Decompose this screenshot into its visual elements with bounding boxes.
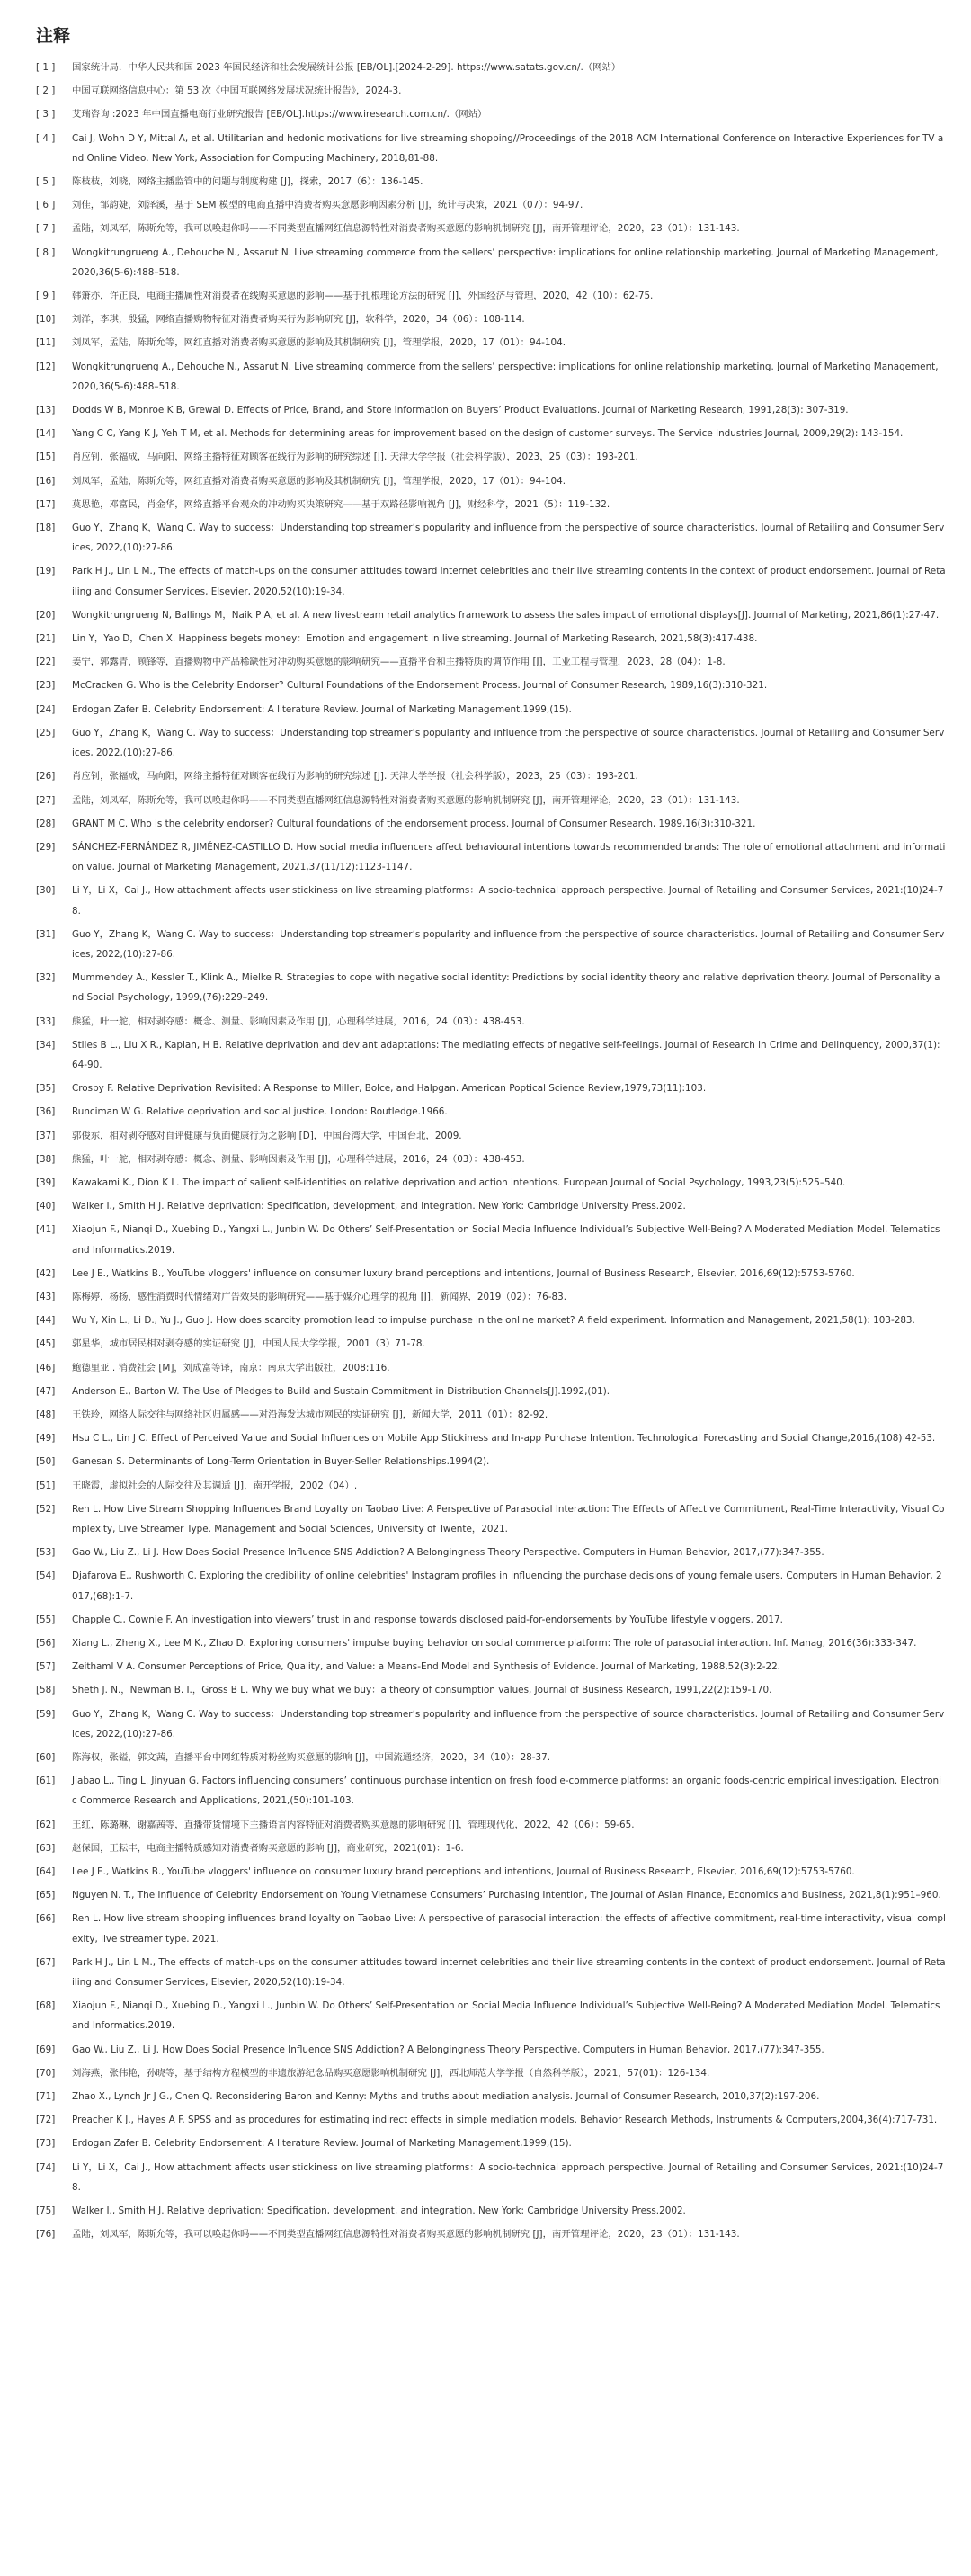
reference-text: Walker I., Smith H J. Relative deprivation: Specification, development, and integration. New York: Cambridge University Press.2002. xyxy=(72,1201,686,1212)
reference-text: Li Y，Li X，Cai J., How attachment affects user stickiness on live streaming platforms：A socio-technical approach perspective. Journal of Retailing and Consumer Services, 2021:(10)24-78. xyxy=(72,885,944,917)
reference-number: [40] xyxy=(36,1201,56,1212)
reference-item xyxy=(36,629,946,648)
reference-item xyxy=(36,243,946,282)
reference-item xyxy=(36,1220,946,1259)
reference-text: Lee J E., Watkins B., YouTube vloggers' influence on consumer luxury brand perceptions and intentions, Journal of Business Research, Elsevier, 2016,69(12):5753-5760. xyxy=(72,1267,855,1279)
reference-number: [64] xyxy=(36,1866,56,1878)
reference-text: Wu Y, Xin L., Li D., Yu J., Guo J. How does scarcity promotion lead to impulse purchase in the online market? A field experiment. Information and Management, 2021,58(1): 103-283. xyxy=(72,1315,915,1327)
reference-number: [21] xyxy=(36,633,56,645)
reference-text: Li Y，Li X，Cai J., How attachment affects user stickiness on live streaming platforms：A socio-technical approach perspective. Journal of Retailing and Consumer Services, 2021:(10)24-78. xyxy=(72,2161,944,2193)
reference-number: [58] xyxy=(36,1685,56,1696)
reference-text: Anderson E., Barton W. The Use of Pledges to Build and Sustain Commitment in Distribution Channels[J].1992,(01). xyxy=(72,1385,610,1397)
reference-text: Preacher K J., Hayes A F. SPSS and as procedures for estimating indirect effects in simple mediation models. Behavior Research Methods, Instruments & Computers,2004,36(4):717-731. xyxy=(72,2115,938,2126)
reference-text: Xiaojun F., Nianqi D., Xuebing D., Yangxi L., Junbin W. Do Others’ Self-Presentation on Social Media Influence Individual’s Subjective Well-Being? A Moderated Mediation Model. Telematics and Informatics.2019. xyxy=(72,2000,940,2032)
reference-number: [52] xyxy=(36,1503,56,1515)
reference-item xyxy=(36,495,946,514)
reference-number: [43] xyxy=(36,1291,56,1302)
reference-item xyxy=(36,58,946,77)
reference-text: Erdogan Zafer B. Celebrity Endorsement: A literature Review. Journal of Marketing Management,1999,(15). xyxy=(72,703,572,715)
reference-item xyxy=(36,652,946,672)
reference-item xyxy=(36,1149,946,1169)
reference-item xyxy=(36,104,946,124)
reference-text: Walker I., Smith H J. Relative deprivation: Specification, development, and integration. New York: Cambridge University Press.2002. xyxy=(72,2205,686,2217)
reference-number: [61] xyxy=(36,1775,56,1787)
reference-number: [ 4 ] xyxy=(36,132,56,144)
reference-number: [31] xyxy=(36,928,56,940)
reference-text: 熊猛，叶一舵，相对剥夺感：概念、测量、影响因素及作用 [J]，心理科学进展，2016，24（03）：438-453. xyxy=(72,1015,525,1027)
reference-number: [62] xyxy=(36,1819,56,1830)
reference-item xyxy=(36,1173,946,1193)
reference-text: 孟陆，刘凤军，陈斯允等，我可以唤起你吗——不同类型直播网红信息源特性对消费者购买意愿的影响机制研究 [J]，南开管理评论，2020，23（01）：131-143. xyxy=(72,794,740,806)
reference-number: [ 8 ] xyxy=(36,246,56,258)
reference-item xyxy=(36,447,946,467)
reference-number: [46] xyxy=(36,1362,56,1373)
reference-text: Mummendey A., Kessler T., Klink A., Mielke R. Strategies to cope with negative social identity: Predictions by social identity theory and relative deprivation theory. Journal of Personality and Social Psychology, 1999,(76):229–249. xyxy=(72,972,940,1004)
reference-number: [57] xyxy=(36,1661,56,1673)
reference-text: 姜宁，郭露青，顾锋等，直播购物中产品稀缺性对冲动购买意愿的影响研究——直播平台和主播特质的调节作用 [J]，工业工程与管理，2023，28（04）：1-8. xyxy=(72,657,726,668)
reference-number: [39] xyxy=(36,1176,56,1188)
reference-number: [50] xyxy=(36,1456,56,1468)
reference-text: 王晓霞，虚拟社会的人际交往及其调适 [J]，南开学报，2002（04）. xyxy=(72,1480,358,1491)
reference-item xyxy=(36,1862,946,1882)
reference-number: [71] xyxy=(36,2091,56,2103)
reference-number: [69] xyxy=(36,2044,56,2055)
reference-number: [25] xyxy=(36,727,56,738)
reference-number: [16] xyxy=(36,475,56,487)
reference-item xyxy=(36,881,946,920)
reference-number: [ 5 ] xyxy=(36,176,56,188)
reference-number: [72] xyxy=(36,2115,56,2126)
reference-text: Lin Y，Yao D，Chen X. Happiness begets money：Emotion and engagement in live streaming. Journal of Marketing Research, 2021,58(3):417-438. xyxy=(72,633,758,645)
reference-item xyxy=(36,471,946,491)
reference-item xyxy=(36,1543,946,1562)
reference-text: Wongkitrungrueng A., Dehouche N., Assarut N. Live streaming commerce from the sellers’ perspective: implications for online relationship marketing. Journal of Marketing Management, 2020,36(5-6):488–518. xyxy=(72,361,939,392)
reference-number: [48] xyxy=(36,1409,56,1420)
reference-item xyxy=(36,1633,946,1653)
reference-item xyxy=(36,1012,946,1032)
reference-text: 刘凤军，孟陆，陈斯允等，网红直播对消费者购买意愿的影响及其机制研究 [J]，管理学报，2020，17（01）：94-104. xyxy=(72,475,566,487)
reference-text: 孟陆，刘凤军，陈斯允等，我可以唤起你吗——不同类型直播网红信息源特性对消费者购买意愿的影响机制研究 [J]，南开管理评论，2020，23（01）：131-143. xyxy=(72,223,740,235)
reference-text: Crosby F. Relative Deprivation Revisited: A Response to Miller, Bolce, and Halpgan. American Poptical Science Review,1979,73(11):103. xyxy=(72,1083,707,1095)
reference-text: 王红，陈璐琳，谢嘉茜等，直播带货情境下主播语言内容特征对消费者购买意愿的影响研究 [J]，管理现代化，2022，42（06）：59-65. xyxy=(72,1819,635,1830)
reference-text: 王铁玲，网络人际交往与网络社区归属感——对沿海发达城市网民的实证研究 [J]，新闻大学，2011（01）：82-92. xyxy=(72,1409,548,1420)
reference-text: Xiaojun F., Nianqi D., Xuebing D., Yangxi L., Junbin W. Do Others’ Self-Presentation on Social Media Influence Individual’s Subjective Well-Being? A Moderated Mediation Model. Telematics and Informatics.2019. xyxy=(72,1224,940,1256)
reference-number: [17] xyxy=(36,498,56,510)
reference-item xyxy=(36,1680,946,1700)
reference-item xyxy=(36,81,946,101)
reference-text: Stiles B L., Liu X R., Kaplan, H B. Relative deprivation and deviant adaptations: The mediating effects of negative self-feelings. Journal of Research in Crime and Delinquency, 2000,37(1):64-90. xyxy=(72,1039,940,1070)
reference-item xyxy=(36,400,946,420)
reference-text: Dodds W B, Monroe K B, Grewal D. Effects of Price, Brand, and Store Information on Buyers’ Product Evaluations. Journal of Marketing Research, 1991,28(3): 307-319. xyxy=(72,405,849,416)
reference-item xyxy=(36,2158,946,2197)
reference-number: [67] xyxy=(36,1956,56,1968)
reference-item xyxy=(36,1909,946,1948)
reference-text: 国家统计局．中华人民共和国 2023 年国民经济和社会发展统计公报 [EB/OL].[2024-2-29]. https://www.satats.gov.cn/.（网站） xyxy=(72,62,621,73)
reference-item xyxy=(36,309,946,329)
reference-number: [55] xyxy=(36,1614,56,1625)
reference-text: 肖应钊，张福成，马向阳，网络主播特征对顾客在线行为影响的研究综述 [J]. 天津大学学报（社会科学版），2023，25（03）：193-201. xyxy=(72,771,638,783)
reference-text: Zeithaml V A. Consumer Perceptions of Price, Quality, and Value: a Means-End Model and Synthesis of Evidence. Journal of Marketing, 1988,52(3):2-22. xyxy=(72,1661,780,1673)
reference-number: [23] xyxy=(36,680,56,692)
reference-number: [75] xyxy=(36,2205,56,2217)
reference-number: [68] xyxy=(36,2000,56,2012)
reference-text: 刘海燕，张伟艳，孙晓等，基于结构方程模型的非遗旅游纪念品购买意愿影响机制研究 [J]，西北师范大学学报（自然科学版），2021，57(01)：126-134. xyxy=(72,2067,710,2079)
reference-number: [26] xyxy=(36,771,56,783)
reference-item xyxy=(36,1815,946,1835)
reference-text: Nguyen N. T., The Influence of Celebrity Endorsement on Young Vietnamese Consumers’ Purchasing Intention, The Journal of Asian Finance, Economics and Business, 2021,8(1):951–960. xyxy=(72,1890,941,1901)
reference-item xyxy=(36,2224,946,2244)
reference-item xyxy=(36,195,946,215)
reference-number: [32] xyxy=(36,972,56,984)
reference-number: [15] xyxy=(36,452,56,463)
reference-item xyxy=(36,2040,946,2060)
reference-number: [35] xyxy=(36,1083,56,1095)
reference-number: [60] xyxy=(36,1752,56,1764)
reference-text: Guo Y，Zhang K，Wang C. Way to success：Understanding top streamer’s popularity and influence from the perspective of source characteristics. Journal of Retailing and Consumer Services, 2022,(10):27-86. xyxy=(72,1708,945,1740)
reference-number: [ 9 ] xyxy=(36,291,56,302)
reference-text: 陈枝枝，刘晓，网络主播监管中的问题与制度构建 [J]，探索，2017（6）：136-145. xyxy=(72,176,423,188)
reference-text: 刘洋，李琪，殷猛，网络直播购物特征对消费者购买行为影响研究 [J]，软科学，2020，34（06）：108-114. xyxy=(72,314,525,326)
reference-item xyxy=(36,561,946,601)
reference-item xyxy=(36,1035,946,1075)
reference-item xyxy=(36,172,946,192)
reference-number: [29] xyxy=(36,841,56,853)
reference-text: Djafarova E., Rushworth C. Exploring the credibility of online celebrities' Instagram profiles in influencing the purchase decisions of young female users. Computers in Human Behavior, 2017,(68):1-7. xyxy=(72,1570,942,1602)
reference-item xyxy=(36,1748,946,1767)
reference-item xyxy=(36,1566,946,1606)
reference-item xyxy=(36,1078,946,1098)
reference-item xyxy=(36,968,946,1007)
reference-text: Jiabao L., Ting L. Jinyuan G. Factors influencing consumers’ continuous purchase intention on fresh food e-commerce platforms: an organic foods-centric empirical investigation. Electronic Commerce Research and Applications, 2021,(50):101-103. xyxy=(72,1775,942,1807)
reference-item xyxy=(36,129,946,168)
reference-text: 刘佳，邹韵婕，刘泽溪，基于 SEM 模型的电商直播中消费者购买意愿影响因素分析 [J]，统计与决策，2021（07）：94-97. xyxy=(72,200,583,211)
reference-item xyxy=(36,1102,946,1122)
reference-item xyxy=(36,1126,946,1146)
reference-text: Guo Y，Zhang K，Wang C. Way to success：Understanding top streamer’s popularity and influence from the perspective of source characteristics. Journal of Retailing and Consumer Services, 2022,(10):27-86. xyxy=(72,523,945,554)
reference-text: Zhao X., Lynch Jr J G., Chen Q. Reconsidering Baron and Kenny: Myths and truths about mediation analysis. Journal of Consumer Research, 2010,37(2):197-206. xyxy=(72,2091,820,2103)
reference-number: [44] xyxy=(36,1315,56,1327)
reference-item xyxy=(36,1953,946,1992)
reference-text: Gao W., Liu Z., Li J. How Does Social Presence Influence SNS Addiction? A Belongingness Theory Perspective. Computers in Human Behavior, 2017,(77):347-355. xyxy=(72,1547,824,1559)
reference-number: [18] xyxy=(36,523,56,534)
reference-text: Park H J., Lin L M., The effects of match-ups on the consumer attitudes toward internet celebrities and their live streaming contents in the context of product endorsement. Journal of Retailing and Consumer Services, Elsevier, 2020,52(10):19-34. xyxy=(72,1956,946,1989)
reference-item xyxy=(36,2087,946,2106)
reference-item xyxy=(36,2110,946,2130)
reference-number: [12] xyxy=(36,361,56,372)
reference-number: [ 7 ] xyxy=(36,223,56,235)
reference-number: [28] xyxy=(36,818,56,829)
reference-item xyxy=(36,1334,946,1354)
reference-item xyxy=(36,1996,946,2035)
reference-item xyxy=(36,424,946,443)
reference-text: 赵保国，王耘丰，电商主播特质感知对消费者购买意愿的影响 [J]，商业研究，2021(01)：1-6. xyxy=(72,1842,464,1854)
reference-text: Guo Y，Zhang K，Wang C. Way to success：Understanding top streamer’s popularity and influence from the perspective of source characteristics. Journal of Retailing and Consumer Services, 2022,(10):27-86. xyxy=(72,727,945,759)
reference-item xyxy=(36,605,946,625)
reference-text: 肖应钊，张福成，马向阳，网络主播特征对顾客在线行为影响的研究综述 [J]. 天津大学学报（社会科学版），2023，25（03）：193-201. xyxy=(72,452,638,463)
reference-item xyxy=(36,1405,946,1425)
reference-number: [70] xyxy=(36,2067,56,2079)
reference-text: McCracken G. Who is the Celebrity Endorser? Cultural Foundations of the Endorsement Process. Journal of Consumer Research, 1989,16(3):310-321. xyxy=(72,680,768,692)
reference-number: [59] xyxy=(36,1708,56,1720)
reference-text: Lee J E., Watkins B., YouTube vloggers' influence on consumer luxury brand perceptions and intentions, Journal of Business Research, Elsevier, 2016,69(12):5753-5760. xyxy=(72,1866,855,1878)
reference-text: Yang C C, Yang K J, Yeh T M, et al. Methods for determining areas for improvement based on the design of customer surveys. The Service Industries Journal, 2009,29(2): 143-154. xyxy=(72,428,904,440)
reference-item xyxy=(36,1771,946,1811)
reference-number: [63] xyxy=(36,1842,56,1854)
reference-item xyxy=(36,2133,946,2153)
reference-number: [41] xyxy=(36,1224,56,1236)
reference-item xyxy=(36,1838,946,1858)
reference-number: [ 2 ] xyxy=(36,85,56,97)
reference-number: [19] xyxy=(36,566,56,577)
reference-text: Ren L. How live stream shopping influences brand loyalty on Taobao Live: A perspective of parasocial interaction: the effects of affective commitment, real-time interactivity, visual complexity, live streamer type. 2021. xyxy=(72,1913,946,1945)
reference-item xyxy=(36,357,946,397)
reference-text: 陈海权，张镒，郭文茜，直播平台中网红特质对粉丝购买意愿的影响 [J]，中国流通经济，2020，34（10）：28-37. xyxy=(72,1752,551,1764)
reference-item xyxy=(36,219,946,238)
reference-text: 熊猛，叶一舵，相对剥夺感：概念、测量、影响因素及作用 [J]，心理科学进展，2016，24（03）：438-453. xyxy=(72,1153,525,1165)
reference-item xyxy=(36,1657,946,1677)
reference-text: 艾瑞咨询 :2023 年中国直播电商行业研究报告 [EB/OL].https://www.iresearch.com.cn/.（网站） xyxy=(72,109,487,121)
reference-number: [66] xyxy=(36,1913,56,1925)
reference-list xyxy=(36,58,946,2245)
reference-text: Runciman W G. Relative deprivation and social justice. London: Routledge.1966. xyxy=(72,1106,448,1118)
reference-text: 郭星华，城市居民相对剥夺感的实证研究 [J]，中国人民大学学报，2001（3）71-78. xyxy=(72,1338,425,1350)
reference-item xyxy=(36,1264,946,1284)
reference-item xyxy=(36,1287,946,1307)
reference-text: SÁNCHEZ-FERNÁNDEZ R, JIMÉNEZ-CASTILLO D. How social media influencers affect behavioural intentions towards recommended brands: The role of emotional attachment and information value. Journal of Marketing Management, 2021,37(11/12):1123-1147. xyxy=(72,841,946,873)
reference-text: Kawakami K., Dion K L. The impact of salient self-identities on relative deprivation and action intentions. European Journal of Social Psychology, 1993,23(5):525–540. xyxy=(72,1176,846,1188)
reference-number: [22] xyxy=(36,657,56,668)
reference-text: Erdogan Zafer B. Celebrity Endorsement: A literature Review. Journal of Marketing Management,1999,(15). xyxy=(72,2138,572,2150)
reference-number: [37] xyxy=(36,1130,56,1141)
reference-number: [ 1 ] xyxy=(36,62,56,73)
reference-number: [38] xyxy=(36,1153,56,1165)
reference-number: [51] xyxy=(36,1480,56,1491)
reference-item xyxy=(36,675,946,695)
reference-text: 中国互联网络信息中心：第 53 次《中国互联网络发展状况统计报告》，2024-3. xyxy=(72,85,402,97)
reference-number: [33] xyxy=(36,1015,56,1027)
reference-item xyxy=(36,925,946,964)
reference-text: GRANT M C. Who is the celebrity endorser? Cultural foundations of the endorsement process. Journal of Consumer Research, 1989,16(3):310-321. xyxy=(72,818,756,829)
reference-number: [73] xyxy=(36,2138,56,2150)
reference-text: 刘凤军，孟陆，陈斯允等，网红直播对消费者购买意愿的影响及其机制研究 [J]，管理学报，2020，17（01）：94-104. xyxy=(72,337,566,349)
reference-item xyxy=(36,700,946,720)
reference-item xyxy=(36,1610,946,1630)
reference-text: Ganesan S. Determinants of Long-Term Orientation in Buyer-Seller Relationships.1994(2). xyxy=(72,1456,490,1468)
reference-text: 陈梅婷，杨扬，感性消费时代情绪对广告效果的影响研究——基于媒介心理学的视角 [J]，新闻界，2019（02）：76-83. xyxy=(72,1291,567,1302)
reference-number: [ 3 ] xyxy=(36,109,56,121)
reference-number: [49] xyxy=(36,1433,56,1445)
reference-item xyxy=(36,1196,946,1216)
reference-text: Gao W., Liu Z., Li J. How Does Social Presence Influence SNS Addiction? A Belongingness Theory Perspective. Computers in Human Behavior, 2017,(77):347-355. xyxy=(72,2044,824,2055)
reference-text: Hsu C L., Lin J C. Effect of Perceived Value and Social Influences on Mobile App Stickiness and In-app Purchase Intention. Technological Forecasting and Social Change,2016,(108) 42-53. xyxy=(72,1433,936,1445)
reference-text: Xiang L., Zheng X., Lee M K., Zhao D. Exploring consumers' impulse buying behavior on social commerce platform: The role of parasocial interaction. Inf. Manag, 2016(36):333-347. xyxy=(72,1638,917,1650)
reference-text: Cai J, Wohn D Y, Mittal A, et al. Utilitarian and hedonic motivations for live streaming shopping//Proceedings of the 2018 ACM International Conference on Interactive Experiences for TV and Online Video. New York, Association for Computing Machinery, 2018,81-88. xyxy=(72,132,944,164)
reference-text: 莫思艳，邓富民，肖金华，网络直播平台观众的冲动购买决策研究——基于双路径影响视角 [J]，财经科学，2021（5）：119-132. xyxy=(72,498,610,510)
reference-text: 孟陆，刘凤军，陈斯允等，我可以唤起你吗——不同类型直播网红信息源特性对消费者购买意愿的影响机制研究 [J]，南开管理评论，2020，23（01）：131-143. xyxy=(72,2229,740,2241)
reference-item xyxy=(36,837,946,877)
reference-number: [54] xyxy=(36,1570,56,1582)
reference-item xyxy=(36,1885,946,1905)
reference-number: [10] xyxy=(36,314,56,326)
reference-number: [36] xyxy=(36,1106,56,1118)
reference-number: [65] xyxy=(36,1890,56,1901)
reference-item xyxy=(36,1310,946,1330)
reference-text: Ren L. How Live Stream Shopping Influences Brand Loyalty on Taobao Live: A Perspective of Parasocial Interaction: The Effects of Affective Commitment, Real-Time Interactivity, Visual Complexity, Live Streamer Type. Management and Social Sciences, University of Twente，2021. xyxy=(72,1503,945,1534)
reference-number: [ 6 ] xyxy=(36,200,56,211)
reference-text: Wongkitrungrueng A., Dehouche N., Assarut N. Live streaming commerce from the sellers’ perspective: implications for online relationship marketing. Journal of Marketing Management, 2020,36(5-6):488–518. xyxy=(72,246,939,278)
reference-number: [47] xyxy=(36,1385,56,1397)
reference-item xyxy=(36,1358,946,1378)
reference-number: [45] xyxy=(36,1338,56,1350)
reference-text: Chapple C., Cownie F. An investigation into viewers’ trust in and response towards disclosed paid-for-endorsements by YouTube lifestyle vloggers. 2017. xyxy=(72,1614,783,1625)
reference-text: Park H J., Lin L M., The effects of match-ups on the consumer attitudes toward internet celebrities and their live streaming contents in the context of product endorsement. Journal of Retailing and Consumer Services, Elsevier, 2020,52(10):19-34. xyxy=(72,566,946,597)
reference-number: [20] xyxy=(36,609,56,621)
reference-item xyxy=(36,1382,946,1401)
reference-number: [30] xyxy=(36,885,56,897)
reference-number: [34] xyxy=(36,1039,56,1051)
reference-number: [53] xyxy=(36,1547,56,1559)
reference-number: [24] xyxy=(36,703,56,715)
reference-item xyxy=(36,2063,946,2083)
reference-item xyxy=(36,1499,946,1539)
reference-item xyxy=(36,1704,946,1744)
reference-text: Wongkitrungrueng N, Ballings M，Naik P A, et al. A new livestream retail analytics framework to assess the sales impact of emotional displays[J]. Journal of Marketing, 2021,86(1):27-47. xyxy=(72,609,940,621)
reference-text: 郭俊东，相对剥夺感对自评健康与负面健康行为之影响 [D]，中国台湾大学，中国台北，2009. xyxy=(72,1130,462,1141)
reference-item xyxy=(36,766,946,786)
reference-number: [76] xyxy=(36,2229,56,2241)
reference-text: 鲍德里亚 . 消费社会 [M]，刘成富等译，南京：南京大学出版社，2008:116. xyxy=(72,1362,390,1373)
reference-item xyxy=(36,1452,946,1471)
reference-item xyxy=(36,286,946,306)
reference-item xyxy=(36,1476,946,1496)
reference-number: [56] xyxy=(36,1638,56,1650)
reference-item xyxy=(36,791,946,810)
reference-text: 韩箫亦，许正良，电商主播属性对消费者在线购买意愿的影响——基于扎根理论方法的研究 [J]，外国经济与管理，2020，42（10）：62-75. xyxy=(72,291,654,302)
reference-item xyxy=(36,814,946,834)
reference-number: [42] xyxy=(36,1267,56,1279)
reference-number: [74] xyxy=(36,2161,56,2173)
page-title: 注释 xyxy=(36,26,71,46)
reference-item xyxy=(36,2201,946,2221)
reference-number: [14] xyxy=(36,428,56,440)
reference-item xyxy=(36,518,946,558)
reference-number: [13] xyxy=(36,405,56,416)
reference-number: [11] xyxy=(36,337,56,349)
reference-number: [27] xyxy=(36,794,56,806)
reference-text: Sheth J. N.，Newman B. I.，Gross B L. Why we buy what we buy：a theory of consumption values, Journal of Business Research, 1991,22(2):159-170. xyxy=(72,1685,772,1696)
reference-item xyxy=(36,333,946,353)
reference-text: Guo Y，Zhang K，Wang C. Way to success：Understanding top streamer’s popularity and influence from the perspective of source characteristics. Journal of Retailing and Consumer Services, 2022,(10):27-86. xyxy=(72,928,945,960)
reference-item xyxy=(36,1428,946,1448)
reference-item xyxy=(36,723,946,763)
